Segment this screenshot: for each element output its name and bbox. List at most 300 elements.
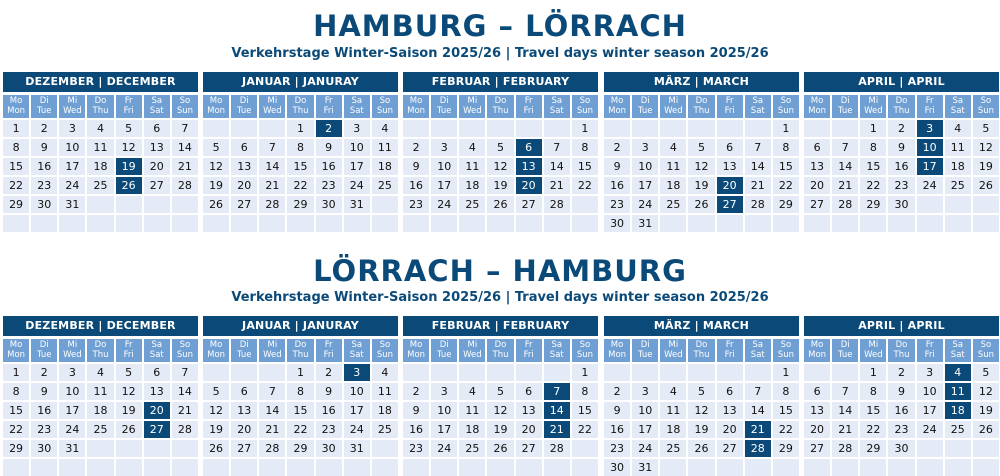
empty-day-cell <box>87 215 113 232</box>
day-cell: 5 <box>973 120 999 137</box>
weekday-en: Wed <box>664 350 683 360</box>
day-cell: 22 <box>572 177 598 194</box>
empty-day-cell <box>372 215 398 232</box>
day-cell: 26 <box>973 421 999 438</box>
day-cell: 1 <box>572 364 598 381</box>
weekday-en: Fri <box>323 106 334 116</box>
day-cell: 26 <box>487 196 513 213</box>
weekday-de: Mo <box>810 96 824 106</box>
weekday-header <box>717 339 743 362</box>
empty-day-cell <box>860 459 886 476</box>
empty-day-cell <box>144 440 170 457</box>
day-cell: 2 <box>888 364 914 381</box>
weekday-de: Di <box>840 340 850 350</box>
empty-day-cell <box>632 120 658 137</box>
day-cell: 7 <box>259 139 285 156</box>
empty-day-cell <box>487 364 513 381</box>
weekday-en: Thu <box>893 106 910 116</box>
weekday-de: Mo <box>209 340 223 350</box>
day-cell: 26 <box>487 440 513 457</box>
day-grid <box>604 336 799 476</box>
day-cell: 19 <box>487 177 513 194</box>
empty-day-cell <box>287 215 313 232</box>
day-cell: 22 <box>860 421 886 438</box>
day-cell: 6 <box>717 139 743 156</box>
weekday-de: Mo <box>9 340 23 350</box>
day-cell: 16 <box>31 402 57 419</box>
empty-day-cell <box>973 196 999 213</box>
weekday-de: Sa <box>551 96 563 106</box>
month-calendar <box>3 316 198 476</box>
weekday-header <box>917 95 943 118</box>
day-cell: 1 <box>572 120 598 137</box>
weekday-en: Sat <box>149 350 164 360</box>
empty-day-cell <box>516 364 542 381</box>
day-cell: 15 <box>860 158 886 175</box>
day-cell: 24 <box>632 440 658 457</box>
empty-day-cell <box>144 196 170 213</box>
weekday-en: Wed <box>864 106 883 116</box>
weekday-de: Sa <box>351 96 363 106</box>
weekday-de: Di <box>439 340 449 350</box>
day-cell: 14 <box>259 402 285 419</box>
day-cell: 25 <box>372 421 398 438</box>
empty-day-cell <box>717 459 743 476</box>
weekday-de: Do <box>695 340 708 350</box>
weekday-header <box>688 95 714 118</box>
weekday-header <box>344 95 370 118</box>
day-cell: 2 <box>316 364 342 381</box>
weekday-de: So <box>980 340 992 350</box>
empty-day-cell <box>203 120 229 137</box>
weekday-de: Mo <box>409 96 423 106</box>
empty-day-cell <box>87 459 113 476</box>
day-cell: 2 <box>604 139 630 156</box>
month-header: FEBRUAR | FEBRUARY <box>403 316 598 336</box>
day-cell: 1 <box>860 364 886 381</box>
weekday-en: Fri <box>523 350 534 360</box>
weekday-header <box>231 95 257 118</box>
weekday-en: Sat <box>950 106 965 116</box>
day-cell: 23 <box>316 177 342 194</box>
day-cell: 25 <box>660 196 686 213</box>
day-cell: 11 <box>372 139 398 156</box>
day-cell: 27 <box>804 440 830 457</box>
empty-day-cell <box>604 120 630 137</box>
weekday-header <box>572 95 598 118</box>
day-cell: 18 <box>660 177 686 194</box>
day-cell: 23 <box>31 421 57 438</box>
weekday-en: Sat <box>750 350 765 360</box>
empty-day-cell <box>688 459 714 476</box>
day-cell: 3 <box>59 364 85 381</box>
weekday-header <box>403 95 429 118</box>
day-cell: 17 <box>59 158 85 175</box>
weekday-en: Mon <box>808 350 827 360</box>
day-cell: 13 <box>804 402 830 419</box>
weekday-header <box>745 339 771 362</box>
month-calendar <box>604 316 799 476</box>
weekday-header <box>172 339 198 362</box>
day-cell: 2 <box>31 120 57 137</box>
empty-day-cell <box>717 120 743 137</box>
weekday-header <box>403 339 429 362</box>
empty-day-cell <box>832 120 858 137</box>
day-cell: 13 <box>231 402 257 419</box>
month-calendar <box>604 72 799 232</box>
day-cell: 31 <box>344 440 370 457</box>
day-cell: 30 <box>604 459 630 476</box>
weekday-en: Sat <box>349 106 364 116</box>
day-cell: 30 <box>31 196 57 213</box>
day-cell: 10 <box>59 139 85 156</box>
day-cell: 21 <box>259 177 285 194</box>
empty-day-cell <box>572 440 598 457</box>
weekday-header <box>3 95 29 118</box>
empty-day-cell <box>459 120 485 137</box>
empty-day-cell <box>372 196 398 213</box>
day-grid <box>804 336 999 476</box>
empty-day-cell <box>917 459 943 476</box>
weekday-en: Thu <box>292 350 309 360</box>
empty-day-cell <box>973 215 999 232</box>
day-cell: 27 <box>231 440 257 457</box>
empty-day-cell <box>87 440 113 457</box>
weekday-de: Di <box>39 340 49 350</box>
weekday-de: So <box>980 96 992 106</box>
day-cell: 12 <box>688 402 714 419</box>
day-cell: 9 <box>888 139 914 156</box>
travel-day-cell: 20 <box>516 177 542 194</box>
empty-day-cell <box>832 215 858 232</box>
day-grid <box>604 92 799 232</box>
empty-day-cell <box>572 196 598 213</box>
weekday-en: Mon <box>407 106 426 116</box>
weekday-header <box>487 339 513 362</box>
empty-day-cell <box>688 364 714 381</box>
day-cell: 11 <box>945 139 971 156</box>
weekday-header <box>973 95 999 118</box>
weekday-header <box>459 339 485 362</box>
day-cell: 29 <box>860 440 886 457</box>
day-cell: 11 <box>660 158 686 175</box>
day-cell: 6 <box>231 139 257 156</box>
empty-day-cell <box>544 120 570 137</box>
weekday-en: Thu <box>92 350 109 360</box>
weekday-header <box>144 339 170 362</box>
weekday-en: Tue <box>36 350 52 360</box>
weekday-header <box>59 95 85 118</box>
day-cell: 23 <box>316 421 342 438</box>
day-cell: 6 <box>144 364 170 381</box>
day-cell: 12 <box>973 139 999 156</box>
day-cell: 4 <box>87 364 113 381</box>
day-cell: 24 <box>632 196 658 213</box>
empty-day-cell <box>459 364 485 381</box>
day-cell: 19 <box>203 421 229 438</box>
empty-day-cell <box>231 120 257 137</box>
month-header: MÄRZ | MARCH <box>604 316 799 336</box>
day-cell: 3 <box>431 139 457 156</box>
empty-day-cell <box>860 215 886 232</box>
weekday-header <box>888 339 914 362</box>
weekday-de: Do <box>294 340 307 350</box>
empty-day-cell <box>316 215 342 232</box>
empty-day-cell <box>773 459 799 476</box>
empty-day-cell <box>973 440 999 457</box>
day-cell: 31 <box>59 440 85 457</box>
day-cell: 11 <box>660 402 686 419</box>
empty-day-cell <box>172 440 198 457</box>
day-cell: 5 <box>203 139 229 156</box>
day-cell: 18 <box>87 158 113 175</box>
day-cell: 19 <box>487 421 513 438</box>
weekday-en: Thu <box>492 350 509 360</box>
day-cell: 16 <box>31 158 57 175</box>
day-cell: 23 <box>888 177 914 194</box>
travel-day-cell: 21 <box>745 421 771 438</box>
travel-day-cell: 27 <box>144 421 170 438</box>
month-calendars <box>0 316 1000 476</box>
day-cell: 27 <box>516 440 542 457</box>
month-header: FEBRUAR | FEBRUARY <box>403 72 598 92</box>
weekday-header <box>604 95 630 118</box>
weekday-de: So <box>780 96 792 106</box>
day-cell: 6 <box>144 120 170 137</box>
empty-day-cell <box>544 215 570 232</box>
weekday-header <box>116 339 142 362</box>
day-cell: 13 <box>717 402 743 419</box>
empty-day-cell <box>116 196 142 213</box>
weekday-de: Mi <box>467 96 478 106</box>
weekday-de: Do <box>94 340 107 350</box>
day-cell: 9 <box>403 158 429 175</box>
weekday-header <box>973 339 999 362</box>
weekday-de: Fr <box>124 340 133 350</box>
weekday-de: Mi <box>668 340 679 350</box>
day-cell: 12 <box>487 402 513 419</box>
day-cell: 12 <box>973 383 999 400</box>
day-cell: 11 <box>459 158 485 175</box>
weekday-de: So <box>179 96 191 106</box>
day-cell: 18 <box>459 177 485 194</box>
day-cell: 20 <box>231 421 257 438</box>
day-cell: 14 <box>745 158 771 175</box>
empty-day-cell <box>172 459 198 476</box>
weekday-en: Sun <box>376 106 393 116</box>
day-cell: 1 <box>287 364 313 381</box>
weekday-de: Di <box>640 96 650 106</box>
weekday-header <box>945 339 971 362</box>
weekday-header <box>316 95 342 118</box>
empty-day-cell <box>660 120 686 137</box>
day-cell: 10 <box>59 383 85 400</box>
day-cell: 5 <box>116 120 142 137</box>
day-cell: 4 <box>372 120 398 137</box>
day-cell: 17 <box>632 421 658 438</box>
weekday-header <box>3 339 29 362</box>
weekday-header <box>516 95 542 118</box>
weekday-en: Mon <box>7 350 26 360</box>
day-cell: 26 <box>203 196 229 213</box>
weekday-en: Mon <box>407 350 426 360</box>
month-header: DEZEMBER | DECEMBER <box>3 316 198 336</box>
travel-day-cell: 26 <box>116 177 142 194</box>
day-cell: 18 <box>372 158 398 175</box>
weekday-en: Tue <box>236 106 252 116</box>
day-cell: 17 <box>344 402 370 419</box>
day-cell: 3 <box>917 364 943 381</box>
weekday-de: Sa <box>952 340 964 350</box>
weekday-header <box>287 339 313 362</box>
weekday-de: Do <box>294 96 307 106</box>
empty-day-cell <box>231 459 257 476</box>
weekday-header <box>604 339 630 362</box>
day-cell: 4 <box>459 139 485 156</box>
day-cell: 26 <box>688 196 714 213</box>
month-header: JANUAR | JANURAY <box>203 72 398 92</box>
empty-day-cell <box>59 215 85 232</box>
day-cell: 29 <box>3 196 29 213</box>
day-cell: 16 <box>316 158 342 175</box>
day-cell: 5 <box>688 139 714 156</box>
weekday-header <box>804 339 830 362</box>
day-grid <box>403 336 598 476</box>
weekday-en: Sun <box>977 350 994 360</box>
day-cell: 16 <box>403 421 429 438</box>
day-cell: 14 <box>259 158 285 175</box>
month-header: APRIL | APRIL <box>804 72 999 92</box>
day-cell: 1 <box>860 120 886 137</box>
empty-day-cell <box>572 215 598 232</box>
empty-day-cell <box>945 440 971 457</box>
day-cell: 8 <box>3 383 29 400</box>
day-cell: 14 <box>172 383 198 400</box>
day-cell: 3 <box>344 120 370 137</box>
day-cell: 25 <box>459 196 485 213</box>
weekday-en: Tue <box>837 106 853 116</box>
empty-day-cell <box>745 120 771 137</box>
weekday-en: Mon <box>808 106 827 116</box>
day-cell: 11 <box>459 402 485 419</box>
day-cell: 30 <box>888 196 914 213</box>
day-cell: 1 <box>287 120 313 137</box>
weekday-en: Sat <box>549 350 564 360</box>
month-calendars <box>0 72 1000 232</box>
weekday-header <box>632 95 658 118</box>
empty-day-cell <box>431 459 457 476</box>
day-cell: 5 <box>203 383 229 400</box>
weekday-de: Sa <box>151 340 163 350</box>
weekday-header <box>888 95 914 118</box>
weekday-en: Mon <box>7 106 26 116</box>
weekday-en: Fri <box>523 106 534 116</box>
empty-day-cell <box>459 215 485 232</box>
weekday-de: Fr <box>324 96 333 106</box>
day-cell: 14 <box>544 158 570 175</box>
day-cell: 15 <box>287 158 313 175</box>
day-cell: 5 <box>688 383 714 400</box>
empty-day-cell <box>945 215 971 232</box>
day-cell: 13 <box>144 139 170 156</box>
empty-day-cell <box>231 364 257 381</box>
day-cell: 10 <box>431 402 457 419</box>
weekday-header <box>316 339 342 362</box>
day-cell: 12 <box>116 383 142 400</box>
day-cell: 6 <box>516 383 542 400</box>
weekday-en: Tue <box>637 350 653 360</box>
day-cell: 23 <box>604 196 630 213</box>
travel-day-cell: 11 <box>945 383 971 400</box>
empty-day-cell <box>231 215 257 232</box>
weekday-en: Tue <box>236 350 252 360</box>
day-cell: 27 <box>231 196 257 213</box>
weekday-de: Mi <box>868 340 879 350</box>
weekday-header <box>945 95 971 118</box>
weekday-de: Mi <box>267 96 278 106</box>
weekday-en: Thu <box>893 350 910 360</box>
day-cell: 1 <box>3 364 29 381</box>
weekday-de: Do <box>695 96 708 106</box>
weekday-header <box>773 95 799 118</box>
day-cell: 28 <box>832 196 858 213</box>
day-cell: 9 <box>316 383 342 400</box>
month-calendar <box>3 72 198 232</box>
empty-day-cell <box>745 364 771 381</box>
day-cell: 25 <box>372 177 398 194</box>
day-cell: 21 <box>745 177 771 194</box>
weekday-de: Sa <box>551 340 563 350</box>
day-cell: 19 <box>973 158 999 175</box>
weekday-de: Mo <box>610 340 624 350</box>
day-cell: 18 <box>660 421 686 438</box>
weekday-de: Fr <box>324 340 333 350</box>
day-cell: 20 <box>804 421 830 438</box>
empty-day-cell <box>973 459 999 476</box>
day-cell: 30 <box>316 196 342 213</box>
travel-day-cell: 20 <box>717 177 743 194</box>
weekday-en: Sat <box>750 106 765 116</box>
day-cell: 22 <box>773 177 799 194</box>
weekday-header <box>660 95 686 118</box>
empty-day-cell <box>717 215 743 232</box>
weekday-en: Sun <box>176 106 193 116</box>
day-cell: 6 <box>804 383 830 400</box>
weekday-en: Tue <box>36 106 52 116</box>
weekday-de: Mo <box>9 96 23 106</box>
month-header: JANUAR | JANURAY <box>203 316 398 336</box>
weekday-header <box>544 339 570 362</box>
empty-day-cell <box>717 364 743 381</box>
day-cell: 30 <box>316 440 342 457</box>
day-cell: 24 <box>344 177 370 194</box>
day-cell: 28 <box>172 421 198 438</box>
empty-day-cell <box>516 215 542 232</box>
weekday-en: Sat <box>950 350 965 360</box>
weekday-en: Fri <box>323 350 334 360</box>
day-cell: 21 <box>172 402 198 419</box>
day-cell: 9 <box>888 383 914 400</box>
empty-day-cell <box>604 364 630 381</box>
weekday-de: Mi <box>67 96 78 106</box>
day-cell: 24 <box>431 440 457 457</box>
weekday-header <box>860 95 886 118</box>
weekday-de: So <box>179 340 191 350</box>
empty-day-cell <box>660 215 686 232</box>
day-cell: 28 <box>544 440 570 457</box>
section-title: HAMBURG – LÖRRACH <box>313 9 687 43</box>
day-cell: 8 <box>860 383 886 400</box>
